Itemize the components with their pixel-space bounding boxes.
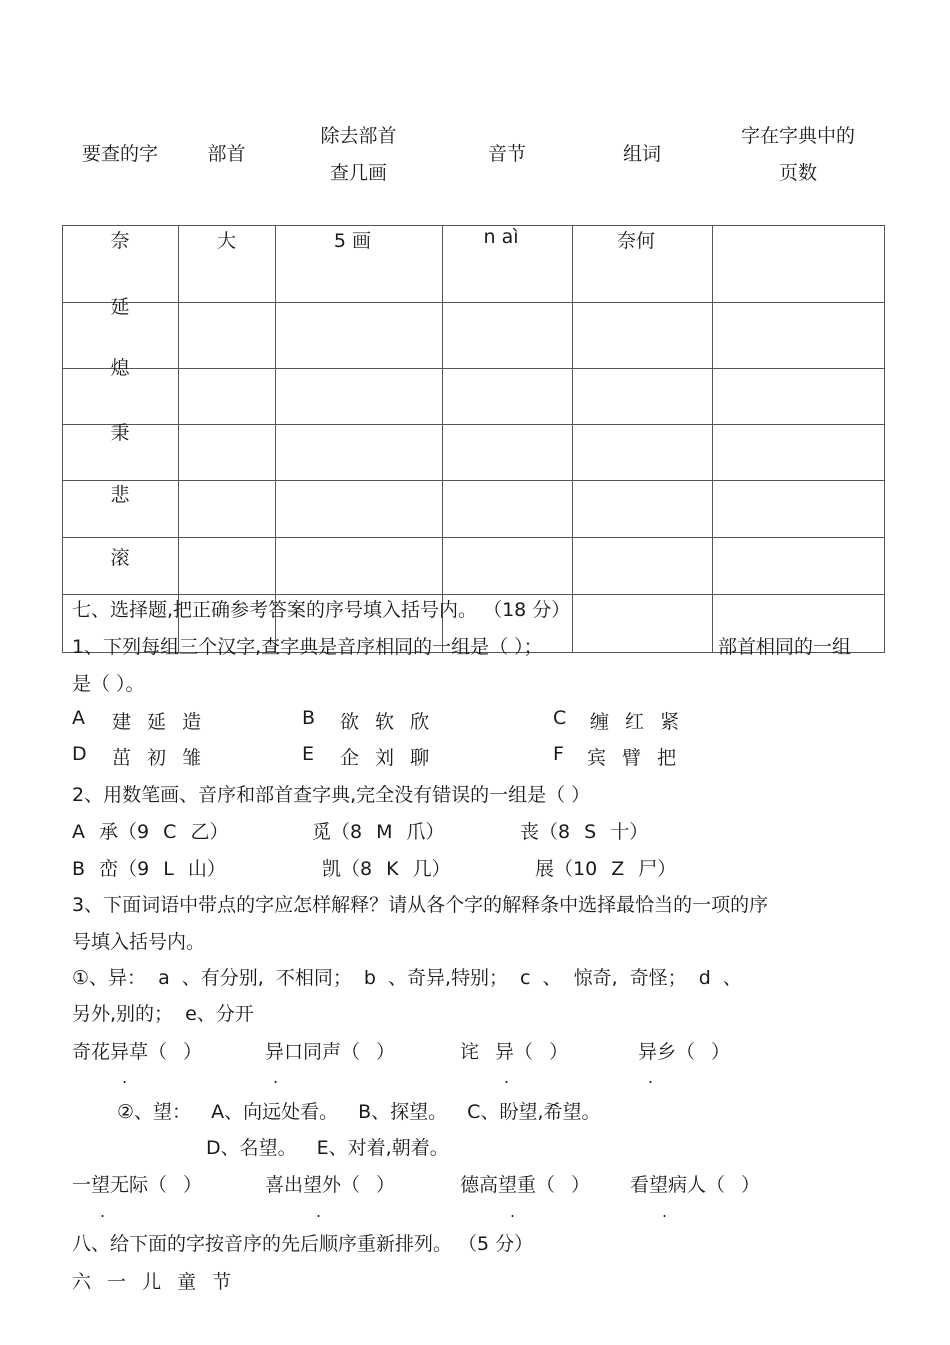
header-char: 要查的字: [81, 143, 158, 165]
q1-option-d-label: D: [72, 743, 87, 765]
emphasis-dot: .: [510, 1202, 516, 1221]
q1-option-a-label: A: [72, 707, 85, 729]
row5-char: 悲: [110, 484, 130, 506]
header-word: 组词: [622, 143, 661, 165]
q3-yi-line2: 另外,别的； e、分开: [72, 1003, 254, 1025]
q1-option-c: 缠 红 紧: [590, 711, 680, 733]
header-page-line1: 字在字典中的: [740, 125, 855, 147]
header-strokes: [275, 118, 442, 192]
row3-char: 熄: [110, 357, 130, 379]
q1-option-d: 茁 初 雏: [112, 747, 202, 769]
header-radical: 部首: [207, 143, 246, 165]
q1-option-e-label: E: [302, 743, 315, 765]
q1-option-f-label: F: [553, 743, 564, 765]
row4-char: 秉: [110, 422, 130, 444]
section8-chars: 六 一 儿 童 节: [72, 1271, 232, 1293]
row1-radical: 大: [216, 230, 236, 252]
header-strokes-line1: 除去部首: [320, 125, 397, 147]
emphasis-dot: .: [273, 1068, 279, 1087]
header-page: [712, 118, 884, 192]
q1-text: 1、下列每组三个汉字,查字典是音序相同的一组是（ ）；: [72, 636, 543, 658]
header-strokes-line2: 查几画: [329, 162, 387, 184]
q1-option-f: 宾 臂 把: [587, 747, 677, 769]
q3-wang-line2: D、名望。 E、对着,朝着。: [206, 1137, 449, 1159]
emphasis-dot: .: [100, 1202, 106, 1221]
emphasis-dot: .: [316, 1202, 322, 1221]
q1-option-e: 企 刘 聊: [340, 747, 430, 769]
q3-yi-line1: ①、异： a 、有分别, 不相同； b 、奇异,特别； c 、 惊奇, 奇怪； d 、: [72, 967, 742, 989]
q2-row-a-2: 觅（8 M 爪）: [312, 821, 445, 843]
row6-char: 滚: [110, 547, 130, 569]
q2-row-b-1: B 峦（9 L 山）: [72, 858, 226, 880]
row1-word: 奈何: [616, 230, 655, 252]
q2-text: 2、用数笔画、音序和部首查字典,完全没有错误的一组是（ ）: [72, 784, 591, 806]
row2-char: 延: [110, 296, 130, 318]
q2-row-a-3: 丧（8 S 十）: [520, 821, 649, 843]
q3-wang-word-2: 喜出望外（ ）: [265, 1174, 396, 1196]
q3-wang-word-4: 看望病人（ ）: [630, 1174, 761, 1196]
q3-wang-word-1: 一望无际（ ）: [72, 1174, 203, 1196]
emphasis-dot: .: [648, 1068, 654, 1087]
q1-option-b-label: B: [302, 707, 316, 729]
q1-option-b: 欲 软 欣: [340, 711, 430, 733]
row1-pinyin: n aì: [483, 226, 519, 248]
row1-char: 奈: [110, 230, 130, 252]
row1-strokes: 5 画: [333, 230, 372, 252]
q3-yi-word-1: 奇花异草（ ）: [72, 1041, 203, 1063]
q3-yi-word-4: 异乡（ ）: [638, 1041, 731, 1063]
q2-row-b-3: 展（10 Z 尸）: [535, 858, 677, 880]
q3-text2: 号填入括号内。: [72, 931, 206, 953]
header-page-line2: 页数: [778, 162, 817, 184]
section8-title: 八、给下面的字按音序的先后顺序重新排列。 （5 分）: [72, 1233, 534, 1255]
q2-row-a-1: A 承（9 C 乙）: [72, 821, 229, 843]
q3-wang-line1: ②、望： A、向远处看。 B、探望。 C、盼望,希望。: [117, 1101, 601, 1123]
q2-row-b-2: 凯（8 K 几）: [322, 858, 451, 880]
header-pinyin: 音节: [487, 143, 526, 165]
emphasis-dot: .: [504, 1068, 510, 1087]
q1-option-a: 建 延 造: [112, 711, 202, 733]
q1-text-b: 部首相同的一组: [718, 636, 852, 658]
q1-cont: 是（ ）。: [72, 673, 145, 695]
q3-text: 3、下面词语中带点的字应怎样解释？请从各个字的解释条中选择最恰当的一项的序: [72, 894, 769, 916]
emphasis-dot: .: [662, 1202, 668, 1221]
q3-wang-word-3: 德高望重（ ）: [460, 1174, 591, 1196]
emphasis-dot: .: [122, 1068, 128, 1087]
q3-yi-word-3: 诧 异（ ）: [460, 1041, 569, 1063]
q1-option-c-label: C: [553, 707, 567, 729]
section7-title: 七、选择题,把正确参考答案的序号填入括号内。 （18 分）: [72, 599, 571, 621]
q3-yi-word-2: 异口同声（ ）: [265, 1041, 396, 1063]
